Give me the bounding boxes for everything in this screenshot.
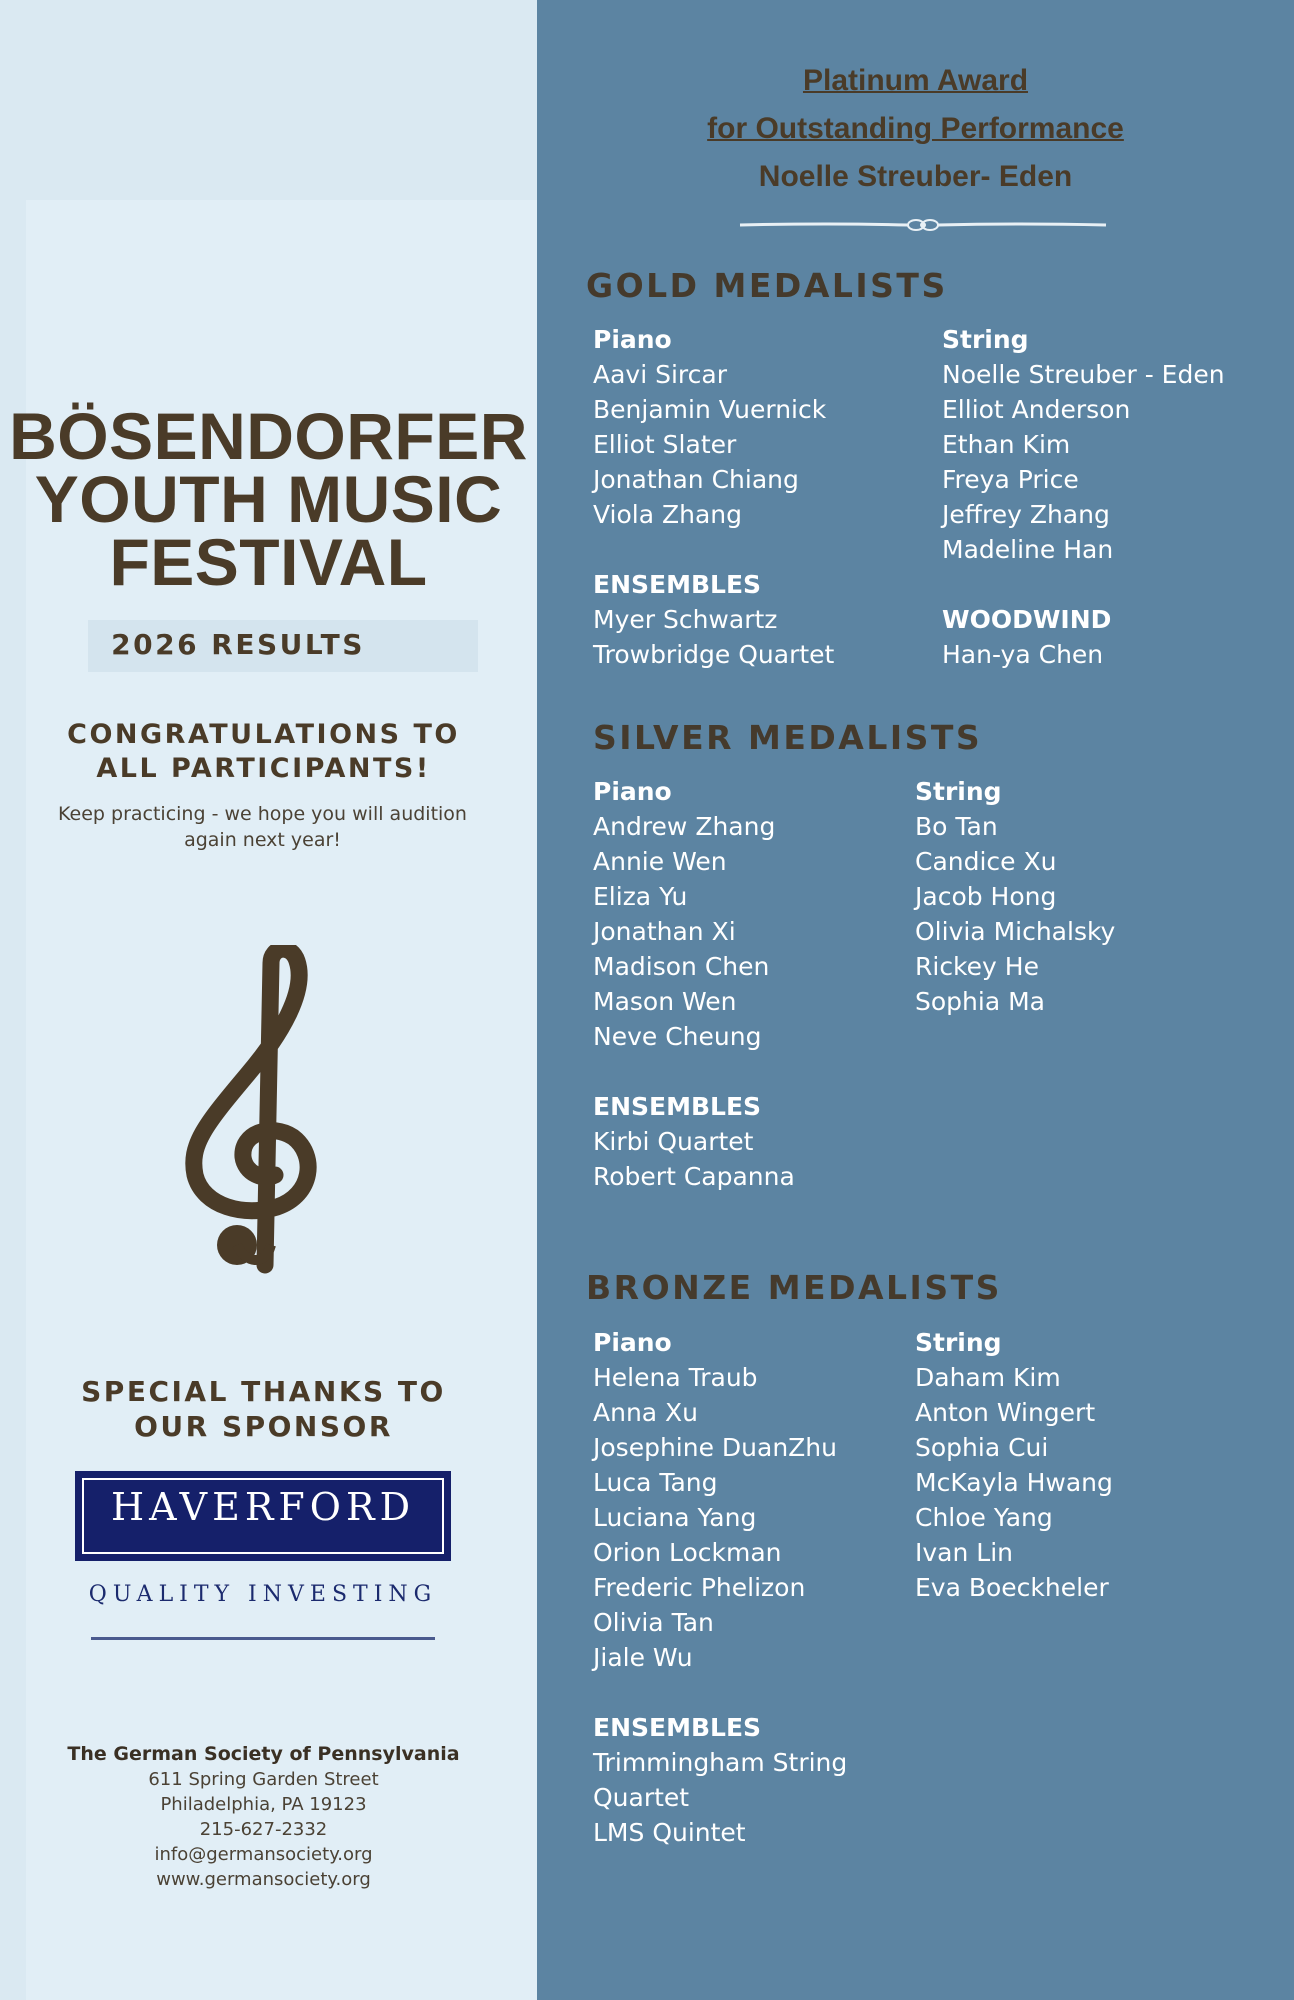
list-item: Jonathan Chiang xyxy=(593,465,799,494)
list-item: Benjamin Vuernick xyxy=(593,395,827,424)
congratulations-heading xyxy=(0,718,527,786)
category-label: String xyxy=(915,1328,1002,1357)
silver-string-column xyxy=(915,774,1115,1019)
list-item: Annie Wen xyxy=(593,847,727,876)
society-address-2: Philadelphia, PA 19123 xyxy=(160,1794,367,1815)
list-item: Jiale Wu xyxy=(593,1643,693,1672)
category-label: Piano xyxy=(593,777,672,806)
society-address-1: 611 Spring Garden Street xyxy=(148,1769,379,1790)
list-item: Trowbridge Quartet xyxy=(593,640,835,669)
list-item: Anna Xu xyxy=(593,1398,699,1427)
list-item: Viola Zhang xyxy=(593,500,743,529)
note-line: Keep practicing - we hope you will audition xyxy=(58,803,467,825)
award-recipient: Noelle Streuber- Eden xyxy=(758,160,1073,193)
category-label: Piano xyxy=(593,325,672,354)
list-item: Frederic Phelizon xyxy=(593,1573,806,1602)
tagline-underline xyxy=(91,1637,435,1640)
list-item: Neve Cheung xyxy=(593,1022,762,1051)
category-label: WOODWIND xyxy=(942,605,1112,634)
category-label: String xyxy=(915,777,1002,806)
sponsor-name: HAVERFORD xyxy=(110,1485,416,1529)
list-item: Elliot Anderson xyxy=(942,395,1131,424)
bronze-string-column xyxy=(915,1325,1113,1605)
society-contact xyxy=(0,1741,527,1892)
list-item: Mason Wen xyxy=(593,987,737,1016)
left-panel xyxy=(0,0,537,2000)
list-item: Kirbi Quartet xyxy=(593,1127,754,1156)
festival-title xyxy=(0,399,537,599)
society-phone: 215-627-2332 xyxy=(199,1819,328,1840)
sponsor-logo xyxy=(75,1471,451,1561)
list-item: Elliot Slater xyxy=(593,430,737,459)
category-label: ENSEMBLES xyxy=(593,570,762,599)
list-item: Helena Traub xyxy=(593,1363,758,1392)
list-item: Andrew Zhang xyxy=(593,812,776,841)
list-item: Noelle Streuber - Eden xyxy=(942,360,1225,389)
gold-piano-column xyxy=(593,322,834,672)
category-label: ENSEMBLES xyxy=(593,1092,762,1121)
award-subtitle: for Outstanding Performance xyxy=(707,112,1124,145)
list-item: Anton Wingert xyxy=(915,1398,1096,1427)
ornamental-divider-icon xyxy=(738,218,1108,232)
society-website: www.germansociety.org xyxy=(156,1869,371,1890)
award-title: Platinum Award xyxy=(802,64,1029,97)
congrats-line: CONGRATULATIONS TO xyxy=(67,719,460,750)
list-item: Orion Lockman xyxy=(593,1538,782,1567)
silver-medalists-heading: SILVER MEDALISTS xyxy=(593,718,983,757)
sponsor-tagline: QUALITY INVESTING xyxy=(88,1582,438,1607)
list-item: Freya Price xyxy=(942,465,1079,494)
list-item: Bo Tan xyxy=(915,812,998,841)
sponsor-thanks-heading xyxy=(0,1374,527,1444)
note-line: again next year! xyxy=(184,829,341,851)
gold-medalists-heading: GOLD MEDALISTS xyxy=(586,266,948,305)
list-item: Ivan Lin xyxy=(915,1538,1013,1567)
list-item: Aavi Sircar xyxy=(593,360,727,389)
list-item: Jeffrey Zhang xyxy=(942,500,1110,529)
list-item: Han-ya Chen xyxy=(942,640,1104,669)
list-item: Eva Boeckheler xyxy=(915,1573,1109,1602)
list-item: Sophia Cui xyxy=(915,1433,1049,1462)
thanks-line: OUR SPONSOR xyxy=(134,1410,393,1443)
list-item: Madeline Han xyxy=(942,535,1114,564)
list-item: Eliza Yu xyxy=(593,882,688,911)
list-item: Quartet xyxy=(593,1783,690,1812)
list-item: Josephine DuanZhu xyxy=(593,1433,837,1462)
list-item: Olivia Tan xyxy=(593,1608,714,1637)
list-item: Olivia Michalsky xyxy=(915,917,1116,946)
list-item: Trimmingham String xyxy=(593,1748,848,1777)
silver-piano-column xyxy=(593,774,795,1194)
audition-note xyxy=(55,801,470,853)
list-item: Rickey He xyxy=(915,952,1039,981)
list-item: Myer Schwartz xyxy=(593,605,778,634)
society-email: info@germansociety.org xyxy=(154,1844,373,1865)
list-item: Jacob Hong xyxy=(915,882,1057,911)
list-item: Ethan Kim xyxy=(942,430,1071,459)
category-label: Piano xyxy=(593,1328,672,1357)
bronze-piano-column xyxy=(593,1325,847,1850)
title-line: FESTIVAL xyxy=(109,525,428,599)
list-item: LMS Quintet xyxy=(593,1818,746,1847)
gold-string-column xyxy=(942,322,1225,672)
list-item: Sophia Ma xyxy=(915,987,1045,1016)
list-item: Chloe Yang xyxy=(915,1503,1053,1532)
bronze-medalists-heading: BRONZE MEDALISTS xyxy=(586,1268,1002,1307)
category-label: ENSEMBLES xyxy=(593,1713,762,1742)
list-item: Madison Chen xyxy=(593,952,770,981)
list-item: Daham Kim xyxy=(915,1363,1061,1392)
category-label: String xyxy=(942,325,1029,354)
society-name: The German Society of Pennsylvania xyxy=(67,1743,460,1765)
list-item: Robert Capanna xyxy=(593,1162,795,1191)
title-line: YOUTH MUSIC xyxy=(34,462,503,536)
list-item: Jonathan Xi xyxy=(593,917,736,946)
list-item: Candice Xu xyxy=(915,847,1057,876)
congrats-line: ALL PARTICIPANTS! xyxy=(96,753,431,784)
list-item: Luciana Yang xyxy=(593,1503,757,1532)
results-label: 2026 RESULTS xyxy=(111,628,365,661)
treble-clef-icon xyxy=(185,945,335,1275)
list-item: McKayla Hwang xyxy=(915,1468,1113,1497)
title-line: BÖSENDORFER xyxy=(9,399,528,473)
list-item: Luca Tang xyxy=(593,1468,718,1497)
thanks-line: SPECIAL THANKS TO xyxy=(81,1375,446,1408)
